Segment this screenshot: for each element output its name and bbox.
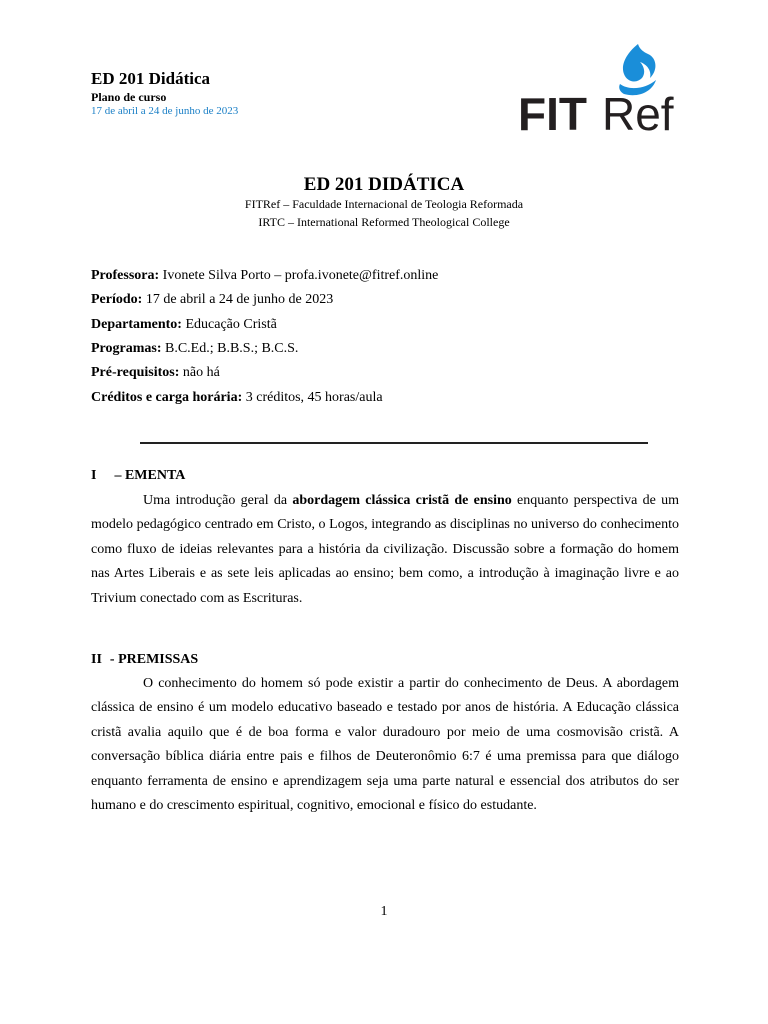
svg-text:Ref: Ref <box>602 88 674 136</box>
institution-line: FITRef – Faculdade Internacional de Teologia Reformada <box>244 197 524 211</box>
info-creditos: Créditos e carga horária: 3 créditos, 45 horas/aula <box>91 390 383 405</box>
course-header-dates: 17 de abril a 24 de junho de 2023 <box>91 105 239 117</box>
section-heading-ementa: I – EMENTA <box>91 468 186 483</box>
info-periodo: Período: 17 de abril a 24 de junho de 2023 <box>91 292 334 307</box>
info-departamento: Departamento: Educação Cristã <box>91 317 277 332</box>
page-number: 1 <box>380 904 388 919</box>
info-prerequisitos: Pré-requisitos: não há <box>91 365 220 380</box>
section-heading-premissas: II - PREMISSAS <box>91 652 199 667</box>
document-title: ED 201 DIDÁTICA <box>303 174 465 195</box>
info-programas: Programas: B.C.Ed.; B.B.S.; B.C.S. <box>91 341 299 356</box>
course-header-subtitle: Plano de curso <box>91 90 167 104</box>
institution-line: IRTC – International Reformed Theological College <box>258 215 510 229</box>
svg-text:FIT: FIT <box>518 88 587 136</box>
flame-icon <box>623 44 655 81</box>
info-professora: Professora: Ivonete Silva Porto – profa.ivonete@fitref.online <box>91 268 439 283</box>
fitref-logo <box>516 40 676 136</box>
course-header-title: ED 201 Didática <box>91 69 210 88</box>
ementa-paragraph: Uma introdução geral da abordagem clássica cristã de ensino enquanto perspectiva de um modelo pedagógico centrado em Cristo, o Logos, integrando as disciplinas no universo do conhecimento como fluxo de ideias relevantes para a história da civilização. Discussão sobre a formação do homem nas Artes Liberais e as sete leis aplicadas ao ensino; bem como, a introdução à imaginação livre e ao Trivium conectado com as Escrituras. <box>91 493 679 606</box>
section-divider <box>140 442 648 444</box>
premissas-paragraph: O conhecimento do homem só pode existir a partir do conhecimento de Deus. A abordagem clássica de ensino é um modelo educativo baseado e testado por anos de história. A Educação clássica cristã avalia aquilo que é de boa forma e valor duradouro por meio de uma cosmovisão cristã. A conversação bíblica diária entre pais e filhos de Deuteronômio 6:7 é uma premissa para que diálogo enquanto ferramenta de ensino e aprendizagem seja uma parte natural e essencial dos atributos do ser humano e do crescimento espiritual, cognitivo, emocional e físico do estudante. <box>91 676 679 814</box>
